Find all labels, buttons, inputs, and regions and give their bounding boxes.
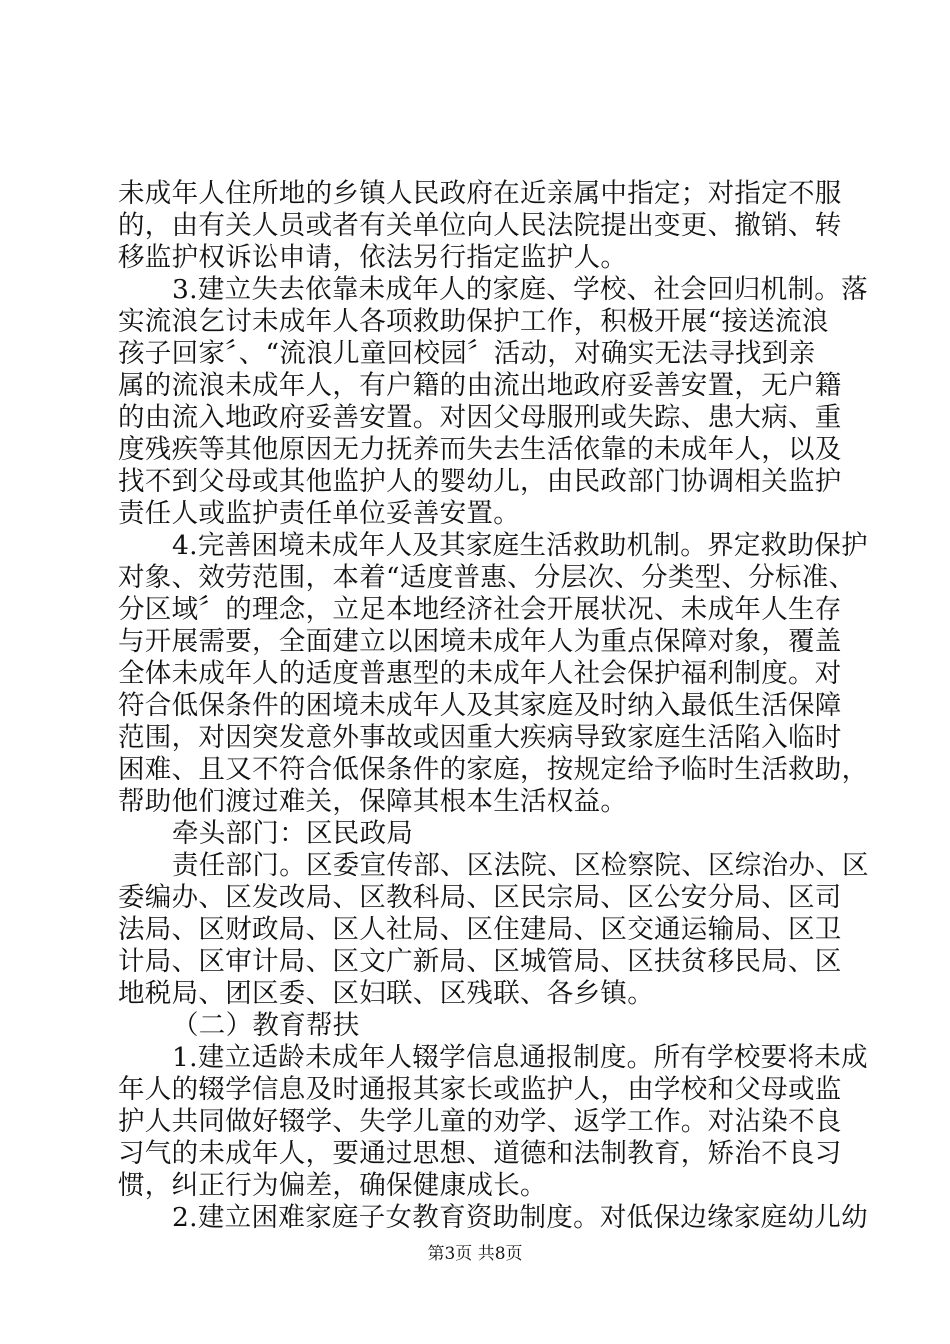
text-line: 全体未成年人的适度普惠型的未成年人社会保护福利制度。对 <box>118 658 842 689</box>
text-line: 属的流浪未成年人，有户籍的由流出地政府妥善安置，无户籍 <box>118 370 842 401</box>
page-number: 第3页 共8页 <box>427 1244 523 1264</box>
text-line: 移监护权诉讼申请，依法另行指定监护人。 <box>118 242 628 273</box>
text-line: 实流浪乞讨未成年人各项救助保护工作，积极开展“接送流浪 <box>118 306 829 337</box>
text-line: 未成年人住所地的乡镇人民政府在近亲属中指定；对指定不服 <box>118 178 842 209</box>
text-line: 度残疾等其他原因无力抚养而失去生活依靠的未成年人，以及 <box>118 434 842 465</box>
text-line: 法局、区财政局、区人社局、区住建局、区交通运输局、区卫 <box>118 914 842 945</box>
text-line: 符合低保条件的困境未成年人及其家庭及时纳入最低生活保障 <box>118 690 842 721</box>
text-line: 护人共同做好辍学、失学儿童的劝学、返学工作。对沾染不良 <box>118 1106 842 1137</box>
text-line: 对象、效劳范围，本着“适度普惠、分层次、分类型、分标准、 <box>118 562 856 593</box>
text-line: 惯，纠正行为偏差，确保健康成长。 <box>118 1170 547 1201</box>
text-line: 计局、区审计局、区文广新局、区城管局、区扶贫移民局、区 <box>118 946 842 977</box>
text-line: 3.建立失去依靠未成年人的家庭、学校、社会回归机制。落 <box>172 274 868 305</box>
text-line: 孩子回家〞、“流浪儿童回校园〞活动，对确实无法寻找到亲 <box>118 338 816 369</box>
text-line: 的，由有关人员或者有关单位向人民法院提出变更、撤销、转 <box>118 210 842 241</box>
text-line: 的由流入地政府妥善安置。对因父母服刑或失踪、患大病、重 <box>118 402 842 433</box>
text-line: 委编办、区发改局、区教科局、区民宗局、区公安分局、区司 <box>118 882 842 913</box>
page-footer <box>0 1243 950 1265</box>
text-line: 地税局、团区委、区妇联、区残联、各乡镇。 <box>118 978 654 1009</box>
text-line: 责任人或监护责任单位妥善安置。 <box>118 498 520 529</box>
text-line: 范围，对因突发意外事故或因重大疾病导致家庭生活陷入临时 <box>118 722 842 753</box>
text-line: 困难、且又不符合低保条件的家庭，按规定给予临时生活救助， <box>118 754 869 785</box>
text-line: 4.完善困境未成年人及其家庭生活救助机制。界定救助保护 <box>172 530 868 561</box>
text-line: 2.建立困难家庭子女教育资助制度。对低保边缘家庭幼儿幼 <box>172 1202 868 1233</box>
text-line: 责任部门。区委宣传部、区法院、区检察院、区综治办、区 <box>172 850 869 881</box>
text-line: 牵头部门：区民政局 <box>172 818 414 849</box>
text-line: 1.建立适龄未成年人辍学信息通报制度。所有学校要将未成 <box>172 1042 868 1073</box>
text-line: 帮助他们渡过难关，保障其根本生活权益。 <box>118 786 628 817</box>
text-line: 习气的未成年人，要通过思想、道德和法制教育，矫治不良习 <box>118 1138 842 1169</box>
text-line: 找不到父母或其他监护人的婴幼儿，由民政部门协调相关监护 <box>118 466 842 497</box>
text-line: 分区域〞的理念，立足本地经济社会开展状况、未成年人生存 <box>118 594 842 625</box>
section-heading: （二）教育帮扶 <box>172 1010 360 1041</box>
text-line: 与开展需要，全面建立以困境未成年人为重点保障对象，覆盖 <box>118 626 842 657</box>
text-line: 年人的辍学信息及时通报其家长或监护人，由学校和父母或监 <box>118 1074 842 1105</box>
